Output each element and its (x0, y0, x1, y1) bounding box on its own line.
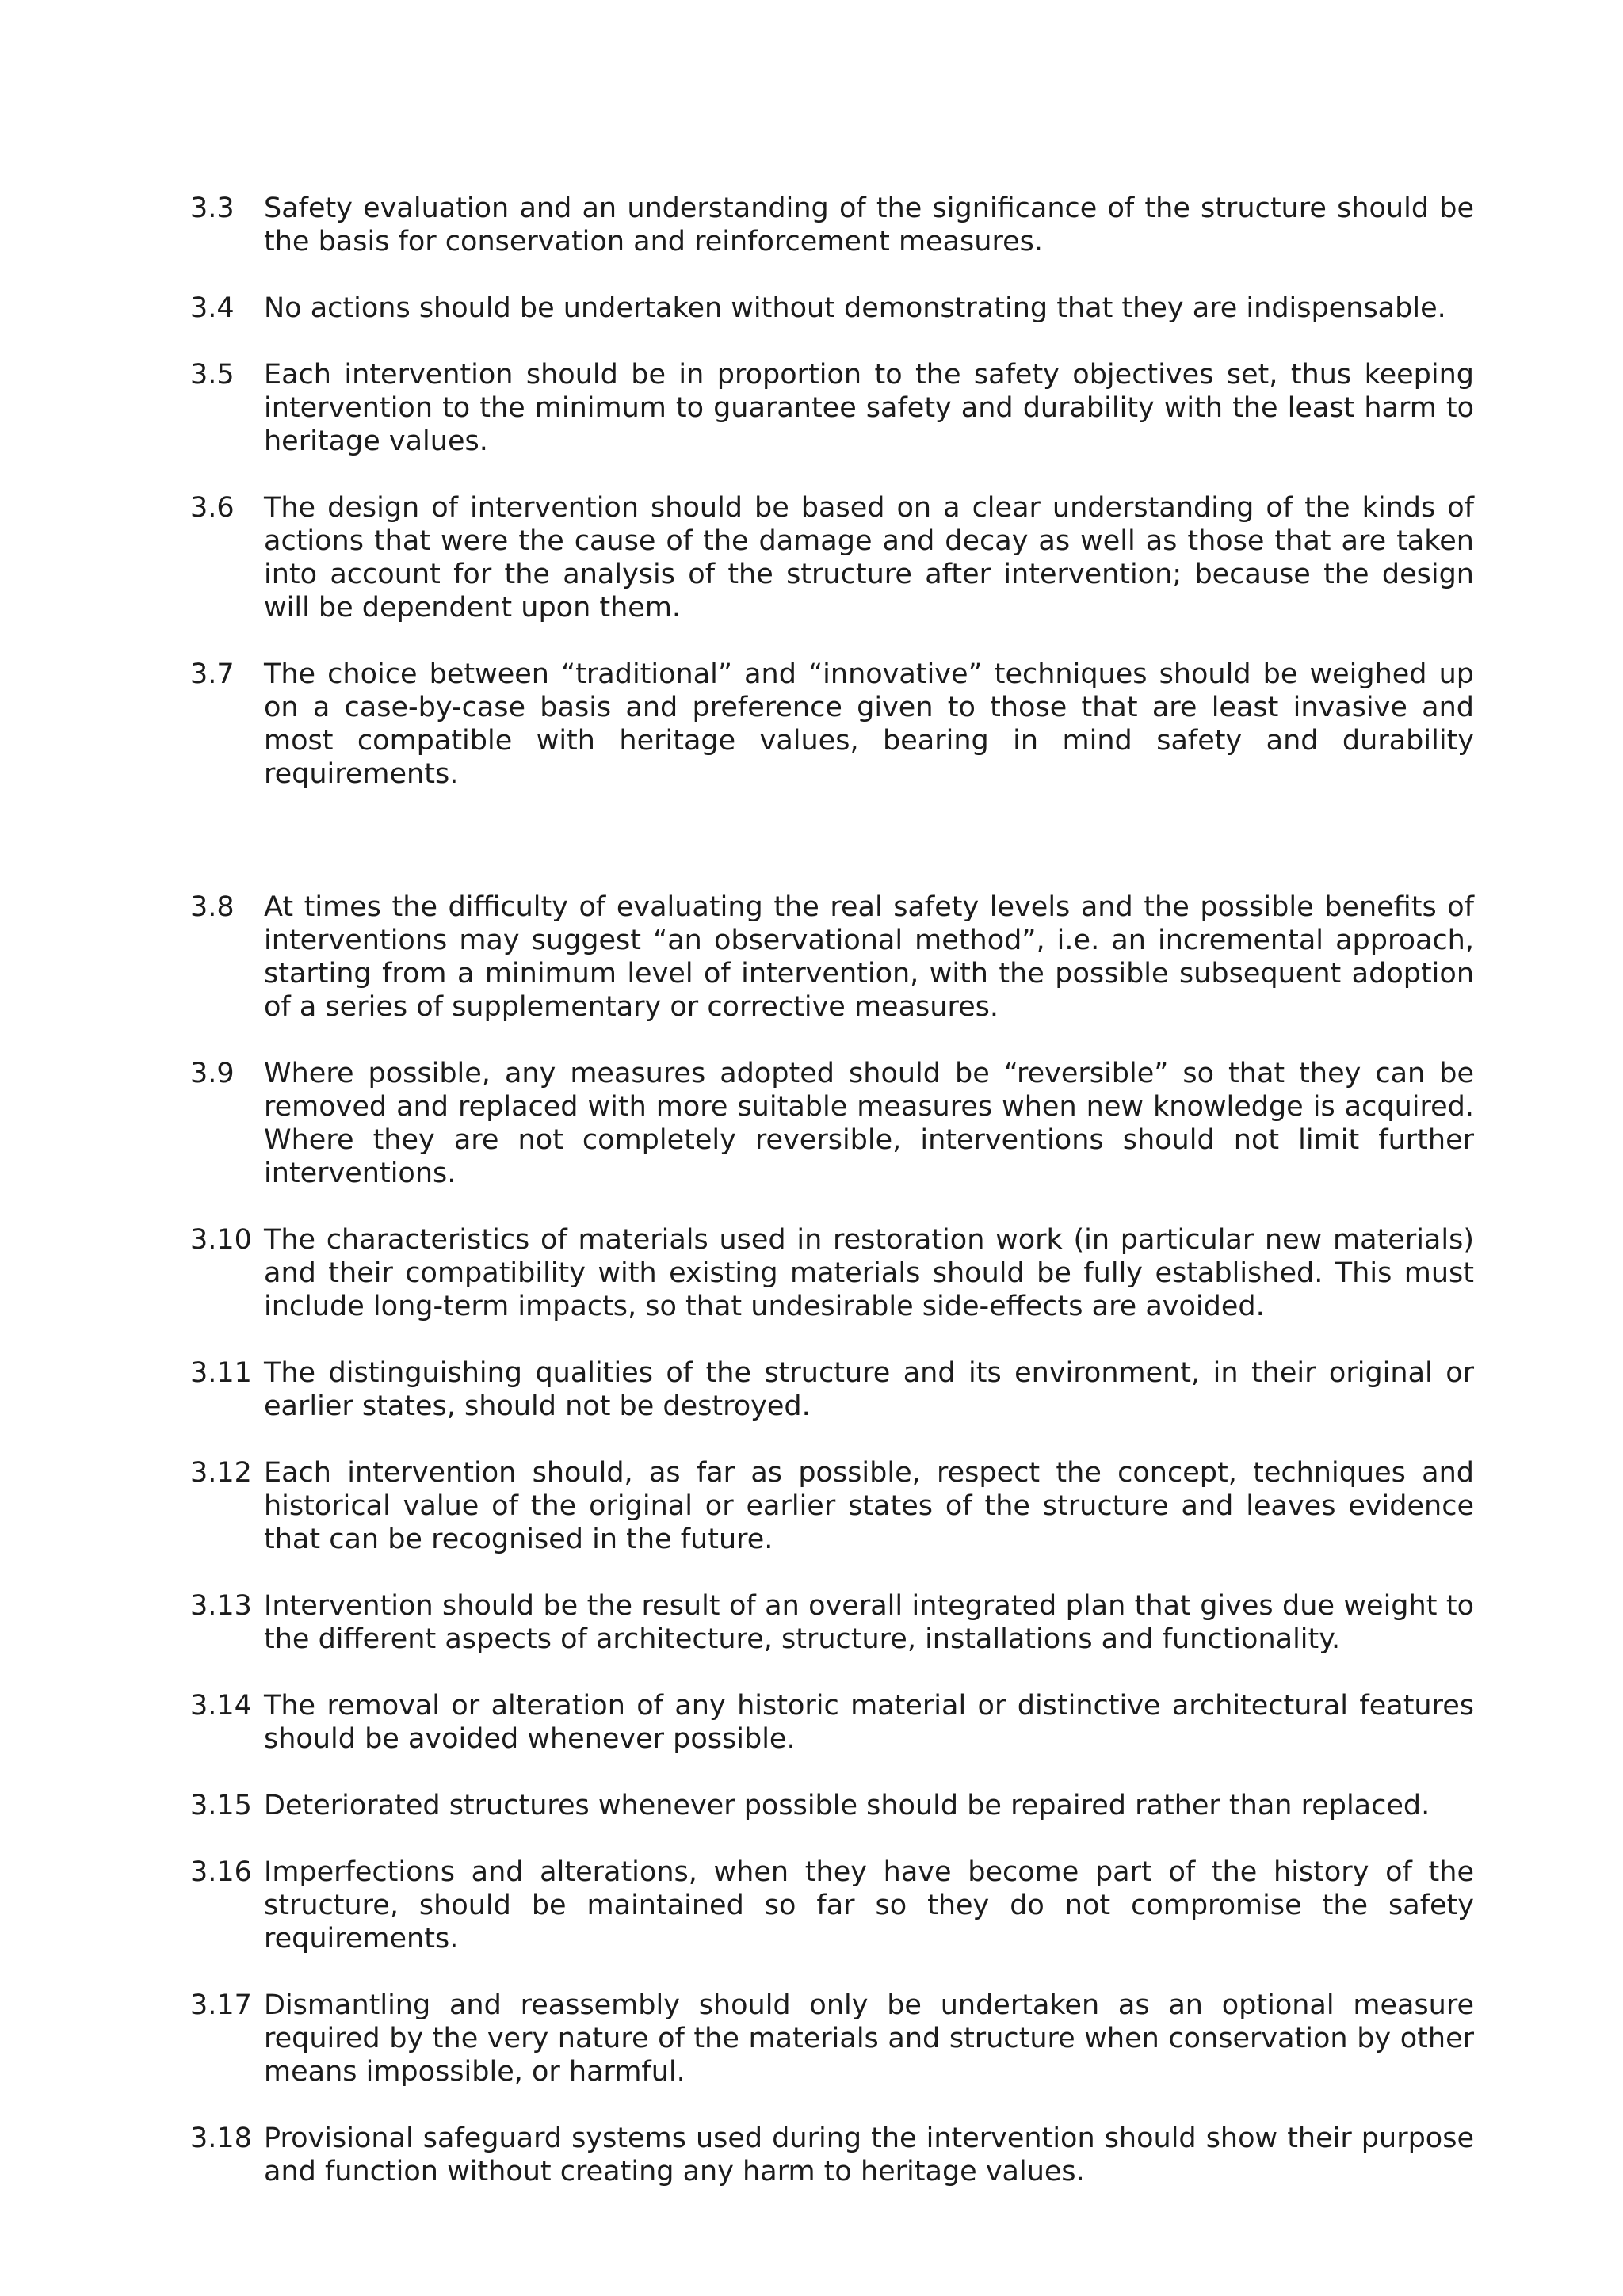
document-page (190, 192, 1474, 2222)
paragraph-number: 3.3 (190, 193, 235, 224)
paragraph-text: The design of intervention should be based on a clear understanding of the kinds of actions that were the cause of the damage and decay as well as those that are taken into account for the analysis of the structure after intervention; because the design will be dependent upon them. (264, 492, 1474, 624)
paragraph-text: The removal or alteration of any historic material or distinctive architectural features should be avoided whenever possible. (264, 1690, 1474, 1755)
paragraph-3-5 (190, 358, 1474, 458)
paragraph-3-17 (190, 1989, 1474, 2088)
paragraph-3-6 (190, 491, 1474, 624)
paragraph-3-3 (190, 192, 1474, 258)
paragraph-text: Each intervention should be in proportion to the safety objectives set, thus keeping intervention to the minimum to guarantee safety and durability with the least harm to heritage values. (264, 359, 1474, 457)
paragraph-3-15 (190, 1789, 1474, 1822)
paragraph-3-16 (190, 1855, 1474, 1955)
paragraph-text: The characteristics of materials used in restoration work (in particular new materials) and their compatibility with existing materials should be fully established. This must include long-term impacts, so that undesirable side-effects are avoided. (264, 1224, 1474, 1322)
paragraph-text: At times the difficulty of evaluating the real safety levels and the possible benefits of interventions may suggest “an observational method”, i.e. an incremental approach, starting from a minimum level of intervention, with the possible subsequent adoption of a series of supplementary or corrective measures. (264, 891, 1474, 1023)
paragraph-number: 3.15 (190, 1790, 252, 1821)
paragraph-text: Deteriorated structures whenever possible should be repaired rather than replaced. (264, 1790, 1430, 1821)
paragraph-text: The distinguishing qualities of the structure and its environment, in their original or earlier states, should not be destroyed. (264, 1357, 1474, 1422)
paragraph-3-4 (190, 292, 1474, 325)
paragraph-number: 3.16 (190, 1856, 252, 1888)
paragraph-3-7 (190, 658, 1474, 791)
paragraph-3-11 (190, 1356, 1474, 1423)
paragraph-number: 3.8 (190, 891, 235, 923)
paragraph-text: Safety evaluation and an understanding of the significance of the structure should be the basis for conservation and reinforcement measures. (264, 193, 1474, 257)
paragraph-number: 3.11 (190, 1357, 252, 1389)
paragraph-number: 3.12 (190, 1457, 252, 1489)
paragraph-3-18 (190, 2122, 1474, 2188)
paragraph-text: Dismantling and reassembly should only be undertaken as an optional measure required by the very nature of the materials and structure when conservation by other means impossible, or harmful. (264, 1989, 1474, 2088)
paragraph-number: 3.5 (190, 359, 235, 391)
paragraph-text: No actions should be undertaken without demonstrating that they are indispensable. (264, 292, 1446, 324)
paragraph-3-9 (190, 1057, 1474, 1190)
paragraph-number: 3.14 (190, 1690, 252, 1722)
paragraph-3-14 (190, 1689, 1474, 1756)
paragraph-number: 3.6 (190, 492, 235, 524)
paragraph-3-13 (190, 1589, 1474, 1656)
paragraph-text: The choice between “traditional” and “innovative” techniques should be weighed up on a case-by-case basis and preference given to those that are least invasive and most compatible with heritage values, bearing in mind safety and durability requirements. (264, 658, 1474, 790)
paragraph-text: Provisional safeguard systems used during the intervention should show their purpose and function without creating any harm to heritage values. (264, 2122, 1474, 2187)
paragraph-text: Intervention should be the result of an overall integrated plan that gives due weight to the different aspects of architecture, structure, installations and functionality. (264, 1590, 1474, 1655)
paragraph-number: 3.17 (190, 1989, 252, 2021)
paragraph-3-12 (190, 1456, 1474, 1556)
paragraph-number: 3.4 (190, 292, 235, 324)
paragraph-number: 3.10 (190, 1224, 252, 1256)
paragraph-number: 3.7 (190, 658, 235, 690)
paragraph-number: 3.13 (190, 1590, 252, 1622)
paragraph-number: 3.9 (190, 1058, 235, 1089)
paragraph-text: Each intervention should, as far as possible, respect the concept, techniques and historical value of the original or earlier states of the structure and leaves evidence that can be recognised in the future. (264, 1457, 1474, 1555)
paragraph-text: Where possible, any measures adopted should be “reversible” so that they can be removed and replaced with more suitable measures when new knowledge is acquired. Where they are not completely reversible, interventions should not limit further interventions. (264, 1058, 1474, 1189)
paragraph-text: Imperfections and alterations, when they have become part of the history of the structure, should be maintained so far so they do not compromise the safety requirements. (264, 1856, 1474, 1955)
paragraph-3-8 (190, 891, 1474, 1024)
paragraph-number: 3.18 (190, 2122, 252, 2154)
paragraph-3-10 (190, 1223, 1474, 1323)
